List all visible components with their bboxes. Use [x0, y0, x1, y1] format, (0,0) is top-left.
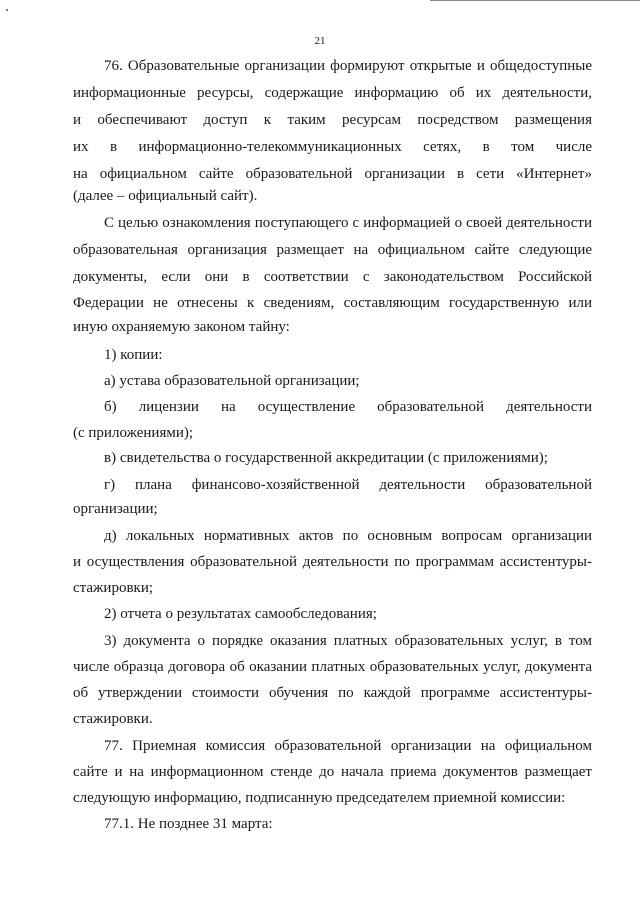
text-line: организации; — [73, 501, 158, 517]
text-line: сайте и на информационном стенде до начала приема документов размещает — [73, 764, 592, 780]
list-item: б) лицензии на осуществление образовательной деятельности — [104, 399, 592, 415]
text-line: С целью ознакомления поступающего с информацией о своей деятельности — [104, 215, 592, 231]
text-line: на официальном сайте образовательной организации в сети «Интернет» — [73, 166, 592, 182]
text-line: следующую информацию, подписанную председателем приемной комиссии: — [73, 790, 566, 806]
text-line: (с приложениями); — [73, 425, 194, 441]
list-item: а) устава образовательной организации; — [104, 373, 360, 389]
text-line: документы, если они в соответствии с законодательством Российской — [73, 269, 592, 285]
list-item: д) локальных нормативных актов по основным вопросам организации — [104, 528, 592, 544]
text-line: 77.1. Не позднее 31 марта: — [104, 816, 273, 832]
list-item: в) свидетельства о государственной аккредитации (с приложениями); — [104, 450, 548, 466]
list-item: г) плана финансово-хозяйственной деятельности образовательной — [104, 477, 592, 493]
scan-mark — [6, 9, 8, 11]
text-line: числе образца договора об оказании платных образовательных услуг, документа — [73, 659, 592, 675]
text-line: (далее – официальный сайт). — [73, 188, 258, 204]
list-item: 3) документа о порядке оказания платных образовательных услуг, в том — [104, 633, 592, 649]
list-item: 2) отчета о результатах самообследования; — [104, 606, 377, 622]
text-line: стажировки. — [73, 711, 153, 727]
text-line: и обеспечивают доступ к таким ресурсам посредством размещения — [73, 112, 592, 128]
text-line: их в информационно-телекоммуникационных сетях, в том числе — [73, 139, 592, 155]
top-edge-rule — [430, 0, 640, 1]
page-number: 21 — [314, 35, 326, 47]
list-item: 1) копии: — [104, 347, 163, 363]
text-line: 77. Приемная комиссия образовательной организации на официальном — [104, 738, 592, 754]
text-line: образовательная организация размещает на официальном сайте следующие — [73, 242, 592, 258]
text-line: 76. Образовательные организации формируют открытые и общедоступные — [104, 58, 592, 74]
text-line: информационные ресурсы, содержащие информацию об их деятельности, — [73, 85, 592, 101]
text-line: об утверждении стоимости обучения по каждой программе ассистентуры- — [73, 685, 592, 701]
text-line: стажировки; — [73, 580, 154, 596]
text-line: Федерации не отнесены к сведениям, составляющим государственную или — [73, 295, 592, 311]
text-line: иную охраняемую законом тайну: — [73, 319, 290, 335]
text-line: и осуществления образовательной деятельности по программам ассистентуры- — [73, 554, 592, 570]
